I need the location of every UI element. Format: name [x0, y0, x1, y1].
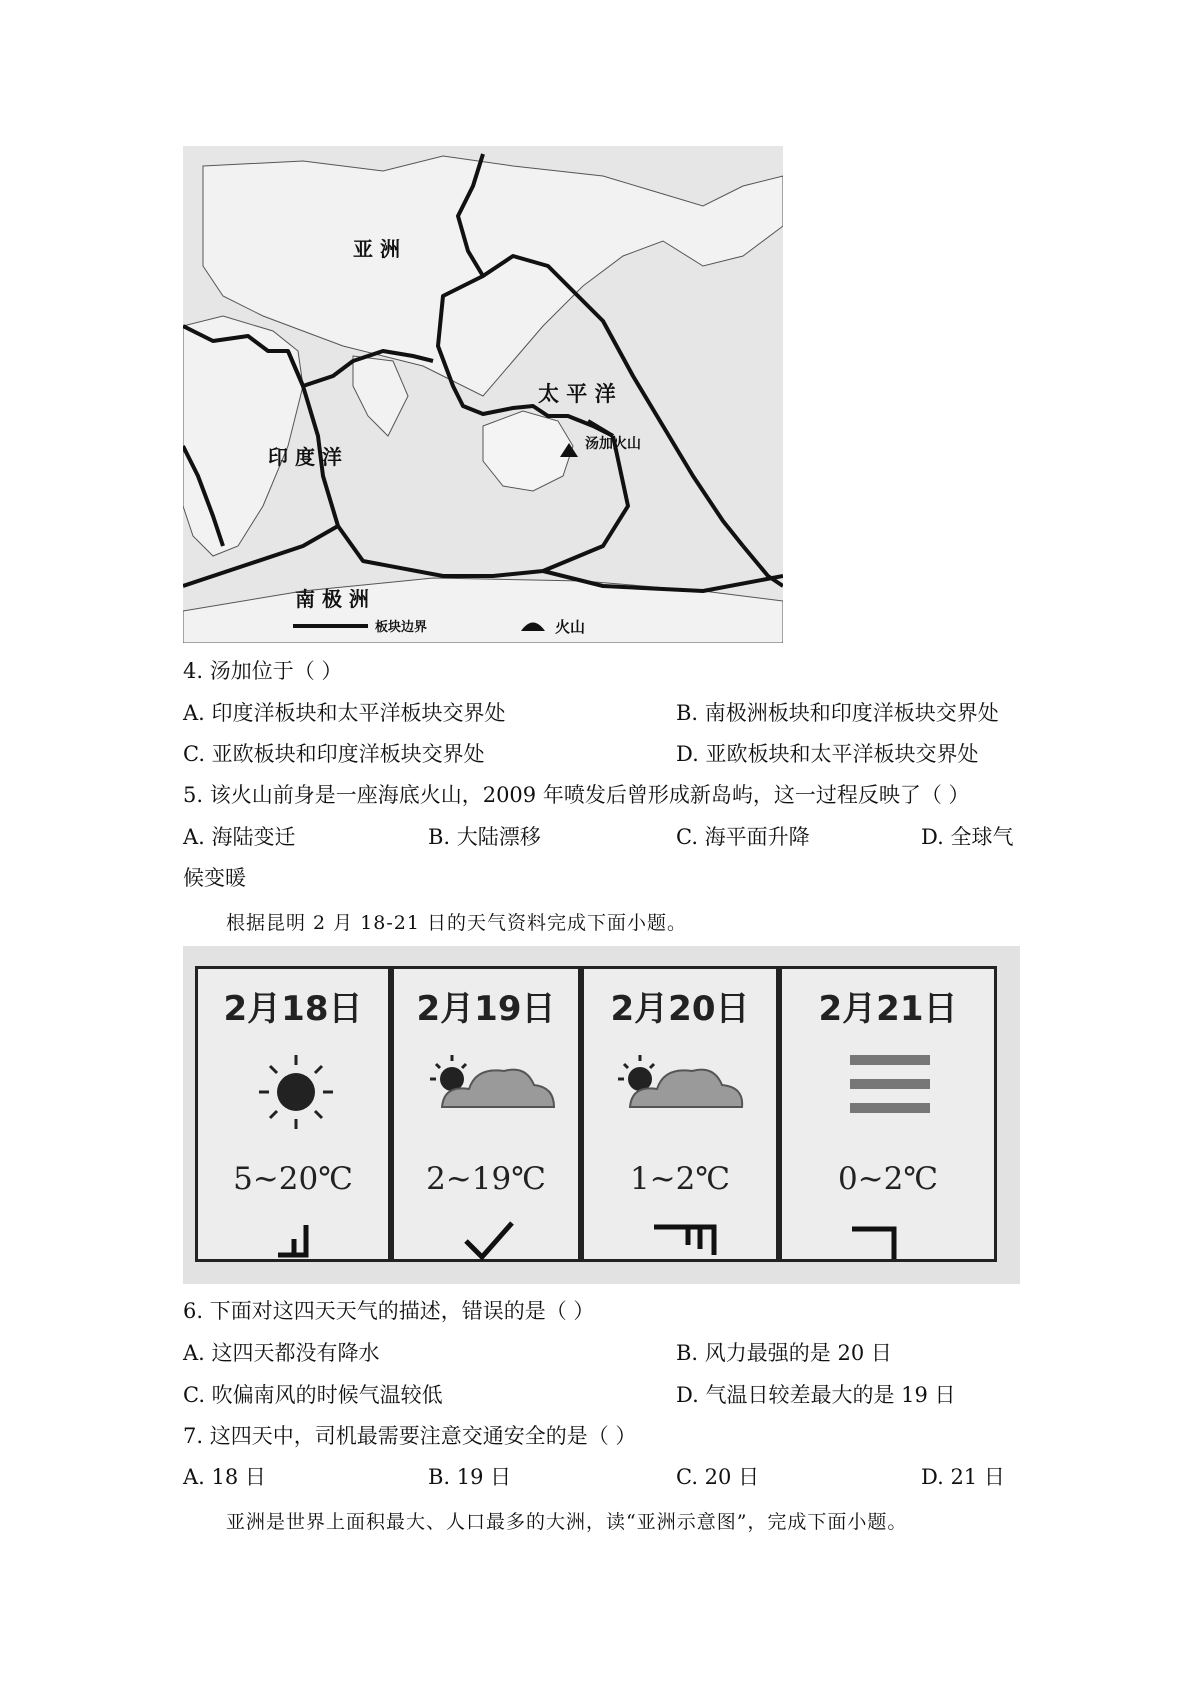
q6-option-c[interactable]: C. 吹偏南风的时候气温较低: [183, 1383, 443, 1407]
legend-boundary: 板块边界: [375, 620, 428, 635]
q4-option-c[interactable]: C. 亚欧板块和印度洋板块交界处: [183, 742, 485, 766]
q6-stem: 6. 下面对这四天天气的描述，错误的是（ ）: [183, 1299, 595, 1323]
weather-temp: 1~2℃: [629, 1161, 731, 1197]
weather-temp: 2~19℃: [426, 1161, 546, 1197]
weather-day-19: [391, 966, 581, 1262]
q7-option-b[interactable]: B. 19 日: [428, 1465, 512, 1489]
wind-barb-icon: [782, 1219, 994, 1263]
q5-option-d[interactable]: D. 全球气: [921, 825, 1014, 849]
wind-barb-icon: [198, 1219, 388, 1263]
plate-map: [183, 146, 783, 643]
weather-intro: 根据昆明 2 月 18-21 日的天气资料完成下面小题。: [226, 912, 688, 934]
weather-date: 2月18日: [223, 989, 363, 1029]
weather-day-20: [581, 966, 779, 1262]
weather-date: 2月21日: [818, 989, 958, 1029]
q5-option-b[interactable]: B. 大陆漂移: [428, 825, 541, 849]
weather-day-18: [195, 966, 391, 1262]
q7-stem: 7. 这四天中，司机最需要注意交通安全的是（ ）: [183, 1424, 637, 1448]
label-indian: 印 度 洋: [268, 445, 342, 469]
sun-icon: [198, 1037, 388, 1147]
weather-date: 2月20日: [610, 989, 750, 1029]
q4-option-d[interactable]: D. 亚欧板块和太平洋板块交界处: [676, 742, 979, 766]
q6-option-a[interactable]: A. 这四天都没有降水: [183, 1341, 380, 1365]
weather-chart: [183, 946, 1020, 1284]
sun-cloud-icon: [584, 1037, 776, 1147]
q4-option-b[interactable]: B. 南极洲板块和印度洋板块交界处: [676, 701, 999, 725]
legend-volcano: 火山: [555, 618, 586, 636]
q7-option-d[interactable]: D. 21 日: [921, 1465, 1005, 1489]
q7-option-c[interactable]: C. 20 日: [676, 1465, 760, 1489]
fog-icon: [782, 1037, 994, 1147]
weather-date: 2月19日: [416, 989, 556, 1029]
label-pacific: 太 平 洋: [538, 382, 616, 406]
q5-stem: 5. 该火山前身是一座海底火山，2009 年喷发后曾形成新岛屿，这一过程反映了（ ）: [183, 783, 970, 807]
q5-option-a[interactable]: A. 海陆变迁: [183, 825, 296, 849]
q7-option-a[interactable]: A. 18 日: [183, 1465, 266, 1489]
label-tonga: 汤加火山: [585, 436, 641, 452]
q6-option-b[interactable]: B. 风力最强的是 20 日: [676, 1341, 892, 1365]
wind-barb-icon: [584, 1219, 776, 1263]
weather-temp: 0~2℃: [837, 1161, 939, 1197]
q4-stem: 4. 汤加位于（ ）: [183, 659, 343, 683]
weather-temp: 5~20℃: [233, 1161, 353, 1197]
q5-option-c[interactable]: C. 海平面升降: [676, 825, 810, 849]
weather-day-21: [779, 966, 997, 1262]
sun-cloud-icon: [394, 1037, 578, 1147]
label-antarctic: 南 极 洲: [295, 587, 369, 611]
asia-intro: 亚洲是世界上面积最大、人口最多的大洲，读“亚洲示意图”，完成下面小题。: [226, 1511, 908, 1533]
q4-option-a[interactable]: A. 印度洋板块和太平洋板块交界处: [183, 701, 506, 725]
check-mark-icon: [394, 1219, 578, 1263]
plate-map-svg: [183, 146, 783, 643]
q6-option-d[interactable]: D. 气温日较差最大的是 19 日: [676, 1383, 956, 1407]
label-asia: 亚 洲: [353, 237, 400, 261]
q5-option-d-continued: 候变暖: [183, 866, 246, 890]
